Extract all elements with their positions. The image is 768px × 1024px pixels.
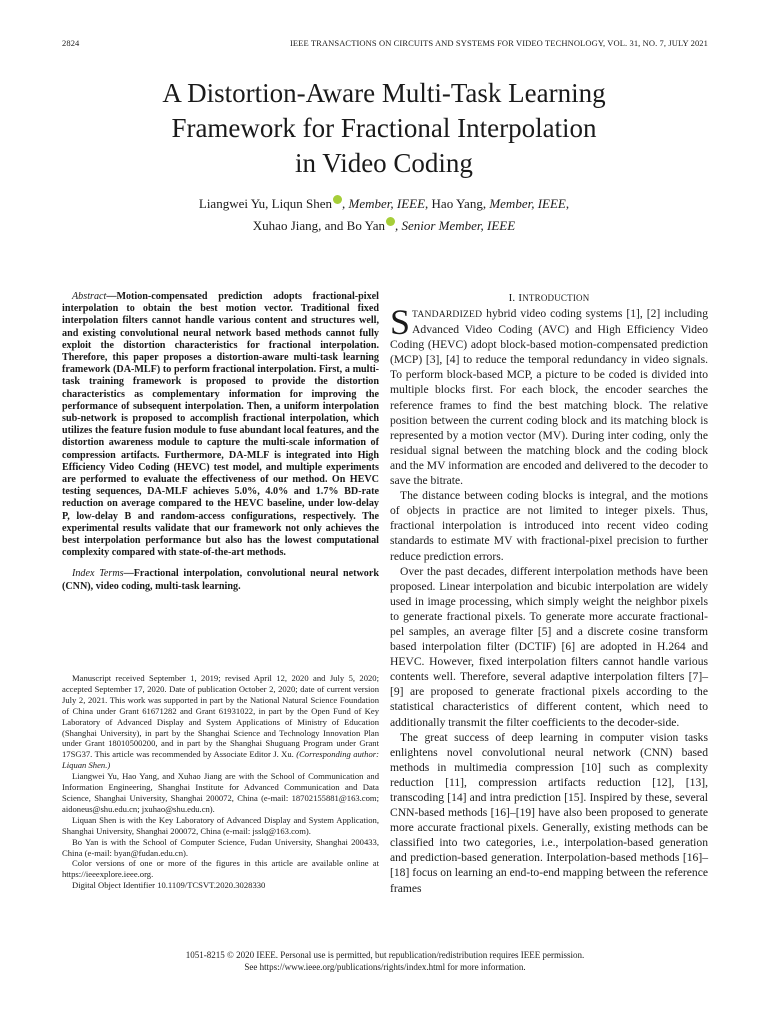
abstract [62,291,379,559]
footnote-affiliation-2: Liquan Shen is with the Key Laboratory of Advanced Display and System Application, Shanghai University, Shanghai 200072, China (e-mail: jsslq@163.com). [62,814,379,836]
copyright-line-1: 1051-8215 © 2020 IEEE. Personal use is permitted, but republication/redistribution requires IEEE permission. [185,950,585,960]
running-header [62,38,708,50]
drop-cap: S [390,302,411,342]
footnotes [62,673,379,891]
lead-word: TANDARDIZED [412,309,483,320]
orcid-icon[interactable] [333,195,342,204]
section-title-rest: NTRODUCTION [522,293,590,303]
author-role-3: , Senior Member, IEEE [394,218,516,233]
index-terms-dash: — [123,568,134,580]
intro-paragraph-4: The great success of deep learning in computer vision tasks enlightens novel convolutional neural network (CNN) based methods in multimedia compression [10] such as complexity reduction [11], compression artifacts reduction [12], [13], transcoding [14] and intra prediction [15]. Inspired by these, several CNN-based methods [16]–[19] have also been proposed to generate more accurate fractional pixels. Generally, existing methods can be classified into two categories, i.e., interpolation-based generation and prediction-based generation. Interpolation-based methods [16]–[18] focus on learning an end-to-end mapping between the reference frames [390,730,708,895]
section-title-initial: I [518,292,523,304]
title-line-2: Framework for Fractional Interpolation [171,113,597,143]
author-names-1: Liangwei Yu, Liqun Shen [198,196,332,211]
abstract-label: Abstract [72,291,107,302]
abstract-text: Motion-compensated prediction adopts fractional-pixel interpolation to obtain the best motion vector. Traditional fixed interpolation filters cannot handle various content and structures well, and existing convolutional neural network based methods cannot fully exploit the distortion characteristics for fractional interpolation. Therefore, this paper proposes a distortion-aware multi-task learning framework (DA-MLF) to perform fractional interpolation. First, a multi-task training framework is proposed to provide the distortion characteristics as complementary information for improving the performance of subsequent interpolation. Then, a uniform interpolation sub-network is proposed to accomplish fractional interpolation, which utilizes the feature fusion module to fuse abundant local features, and the distortion awareness module to capture the multi-scale information of compression artifacts. Furthermore, DA-MLF is integrated into High Efficiency Video Coding (HEVC) test model, and multiple experiments are performed to evaluate the effectiveness of our method. On HEVC testing sequences, DA-MLF achieves 5.0%, 4.0% and 1.7% BD-rate reduction on average compared to the HEVC baseline, under low-delay P, low-delay B and random-access configurations, respectively. The experimental results validate that our framework not only achieves the best interpolation performance but also has the lowest computational complexity compared with state-of-the-art methods. [62,291,379,559]
copyright-notice [62,950,708,973]
page-number: 2824 [62,38,80,48]
section-heading-introduction [390,291,708,305]
author-line-2 [84,215,684,237]
index-terms-text: Fractional interpolation, convolutional neural network (CNN), video coding, multi-task learning. [62,568,379,592]
intro-paragraph-3: Over the past decades, different interpolation methods have been proposed. Linear interpolation and bicubic interpolation are widely used in image processing, which simply weight the neighbor pixels to generate fractional pixels. To generate more accurate fractional-pel samples, an average filter [5] and a discrete cosine transform based interpolation filter (DCTIF) [6] are adopted in H.264 and HEVC. However, fixed interpolation filters cannot handle various contents well. Therefore, several adaptive interpolation filters [7]–[9] are proposed to generate fractional pixels according to the statistical characteristics of different content, which need to additionally transmit the filter coefficients to the decoder-side. [390,564,708,729]
author-separator: , [565,196,570,211]
section-number: I. [508,292,516,304]
author-line-1 [84,193,684,215]
corresponding-author: (Corresponding author: Liquan Shen.) [62,749,379,771]
left-column [62,291,379,593]
author-role-2: Member, IEEE [489,196,566,211]
intro-paragraph-1 [390,302,708,488]
footnote-manuscript [62,673,379,771]
title-line-3: in Video Coding [295,148,473,178]
orcid-icon[interactable] [386,217,395,226]
footnote-funding: Manuscript received September 1, 2019; revised April 12, 2020 and July 5, 2020; accepted September 17, 2020. Date of publication October 2, 2020; date of current version July 2, 2021. This work was supported in part by the National Natural Science Foundation of China under Grant 61671282 and Grant 61931022, in part by the Open Fund of Key Laboratory of Advanced Display and System Applications of Ministry of Education (Shanghai University), in part by the Shanghai Science and Technology Innovation Plan under Grant 18010500200, and in part by the Shanghai Shuguang Program under Grant 17SG37. This article was recommended by Associate Editor J. Xu. [62,673,379,760]
index-terms [62,568,379,592]
author-names-3: Xuhao Jiang, and Bo Yan [252,218,385,233]
journal-name: IEEE TRANSACTIONS ON CIRCUITS AND SYSTEMS FOR VIDEO TECHNOLOGY, VOL. 31, NO. 7, JULY 2021 [289,38,708,48]
index-terms-label: Index Terms [72,568,124,580]
author-role-1: , Member, IEEE [342,196,426,211]
footnote-color-versions: Color versions of one or more of the figures in this article are available online at https://ieeexplore.ieee.org. [62,858,379,880]
abstract-dash: — [106,291,117,302]
author-list [84,193,684,237]
paragraph-1-text: hybrid video coding systems [1], [2] including Advanced Video Coding (AVC) and High Efficiency Video Coding (HEVC) adopt block-based motion-compensated prediction (MCP) [3], [4] to reduce the temporal redundancy in video signals. To perform block-based MCP, a picture to be coded is divided into multiple blocks first. For each block, the encoder searches the reference frames to find the best matching block. The relative position between the current coding block and its matching block is represented by a motion vector (MV). During inter coding, only the residual signal between the matching block and the coding block and the MV information are encoded and delivered to the decoder to save the bitrate. [390,307,708,488]
paper-title [84,76,684,181]
footnote-affiliation-1: Liangwei Yu, Hao Yang, and Xuhao Jiang are with the School of Communication and Information Engineering, Shanghai Institute for Advanced Communication and Data Science, Shanghai University, Shanghai 200072, China (e-mail: 18702155881@163.com; aidoneus@shu.edu.cn; jxuhao@shu.edu.cn). [62,771,379,814]
author-names-2: , Hao Yang, [425,196,487,211]
right-column [390,291,708,896]
copyright-line-2: See https://www.ieee.org/publications/rights/index.html for more information. [244,961,526,972]
intro-paragraph-2: The distance between coding blocks is integral, and the motions of objects in practice are not limited to integer pixels. Thus, fractional interpolation is introduced into recent video coding standards to estimate MV with fractional-pixel precision to further reduce prediction errors. [390,489,708,563]
title-line-1: A Distortion-Aware Multi-Task Learning [162,78,606,108]
footnote-affiliation-3: Bo Yan is with the School of Computer Science, Fudan University, Shanghai 200433, China (e-mail: byan@fudan.edu.cn). [62,836,379,858]
footnote-doi: Digital Object Identifier 10.1109/TCSVT.2020.3028330 [72,880,266,891]
